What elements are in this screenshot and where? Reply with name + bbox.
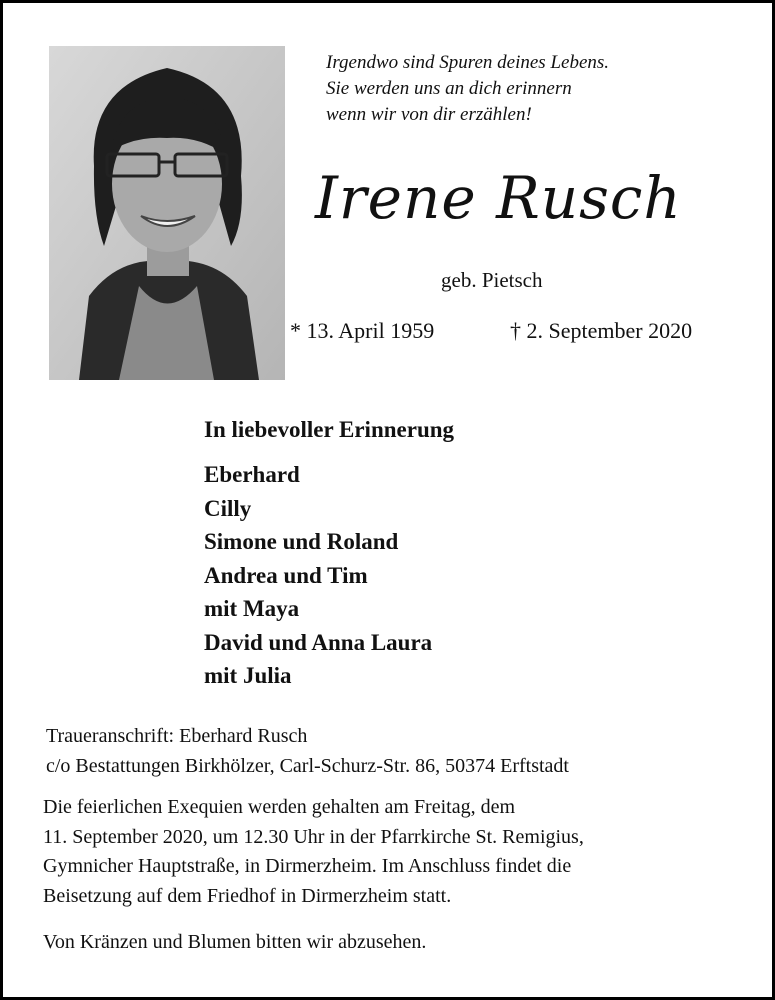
family-member: Eberhard — [204, 462, 300, 487]
death-date: † 2. September 2020 — [510, 318, 693, 343]
poem-line: wenn wir von dir erzählen! — [326, 104, 532, 125]
family-member: Cilly — [204, 495, 252, 521]
poem-line: Irgendwo sind Spuren deines Lebens. — [326, 52, 610, 73]
family-member: Andrea und Tim — [204, 562, 368, 588]
mourning-address — [46, 721, 569, 781]
family-list — [204, 458, 432, 693]
service-line: Die feierlichen Exequien werden gehalten am Freitag, dem — [43, 796, 516, 818]
family-member: mit Julia — [204, 663, 292, 688]
service-line: Gymnicher Hauptstraße, in Dirmerzheim. Im Anschluss findet die — [43, 855, 572, 877]
service-details — [43, 793, 584, 911]
service-line: Beisetzung auf dem Friedhof in Dirmerzheim statt. — [43, 884, 452, 907]
address-line: c/o Bestattungen Birkhölzer, Carl-Schurz-Str. 86, 50374 Erftstadt — [46, 755, 569, 777]
service-line: 11. September 2020, um 12.30 Uhr in der Pfarrkirche St. Remigius, — [43, 825, 584, 848]
deceased-name: Irene Rusch — [315, 164, 682, 232]
poem — [326, 50, 746, 128]
portrait-photo — [49, 46, 285, 380]
closing-note: Von Kränzen und Blumen bitten wir abzusehen. — [43, 931, 427, 953]
birth-date: * 13. April 1959 — [290, 318, 435, 343]
family-member: mit Maya — [204, 596, 300, 621]
poem-line: Sie werden uns an dich erinnern — [326, 78, 572, 99]
maiden-name: geb. Pietsch — [441, 268, 543, 292]
family-member: Simone und Roland — [204, 529, 399, 554]
address-line: Traueranschrift: Eberhard Rusch — [46, 725, 308, 747]
memory-heading: In liebevoller Erinnerung — [204, 417, 455, 442]
family-member: David und Anna Laura — [204, 629, 433, 655]
